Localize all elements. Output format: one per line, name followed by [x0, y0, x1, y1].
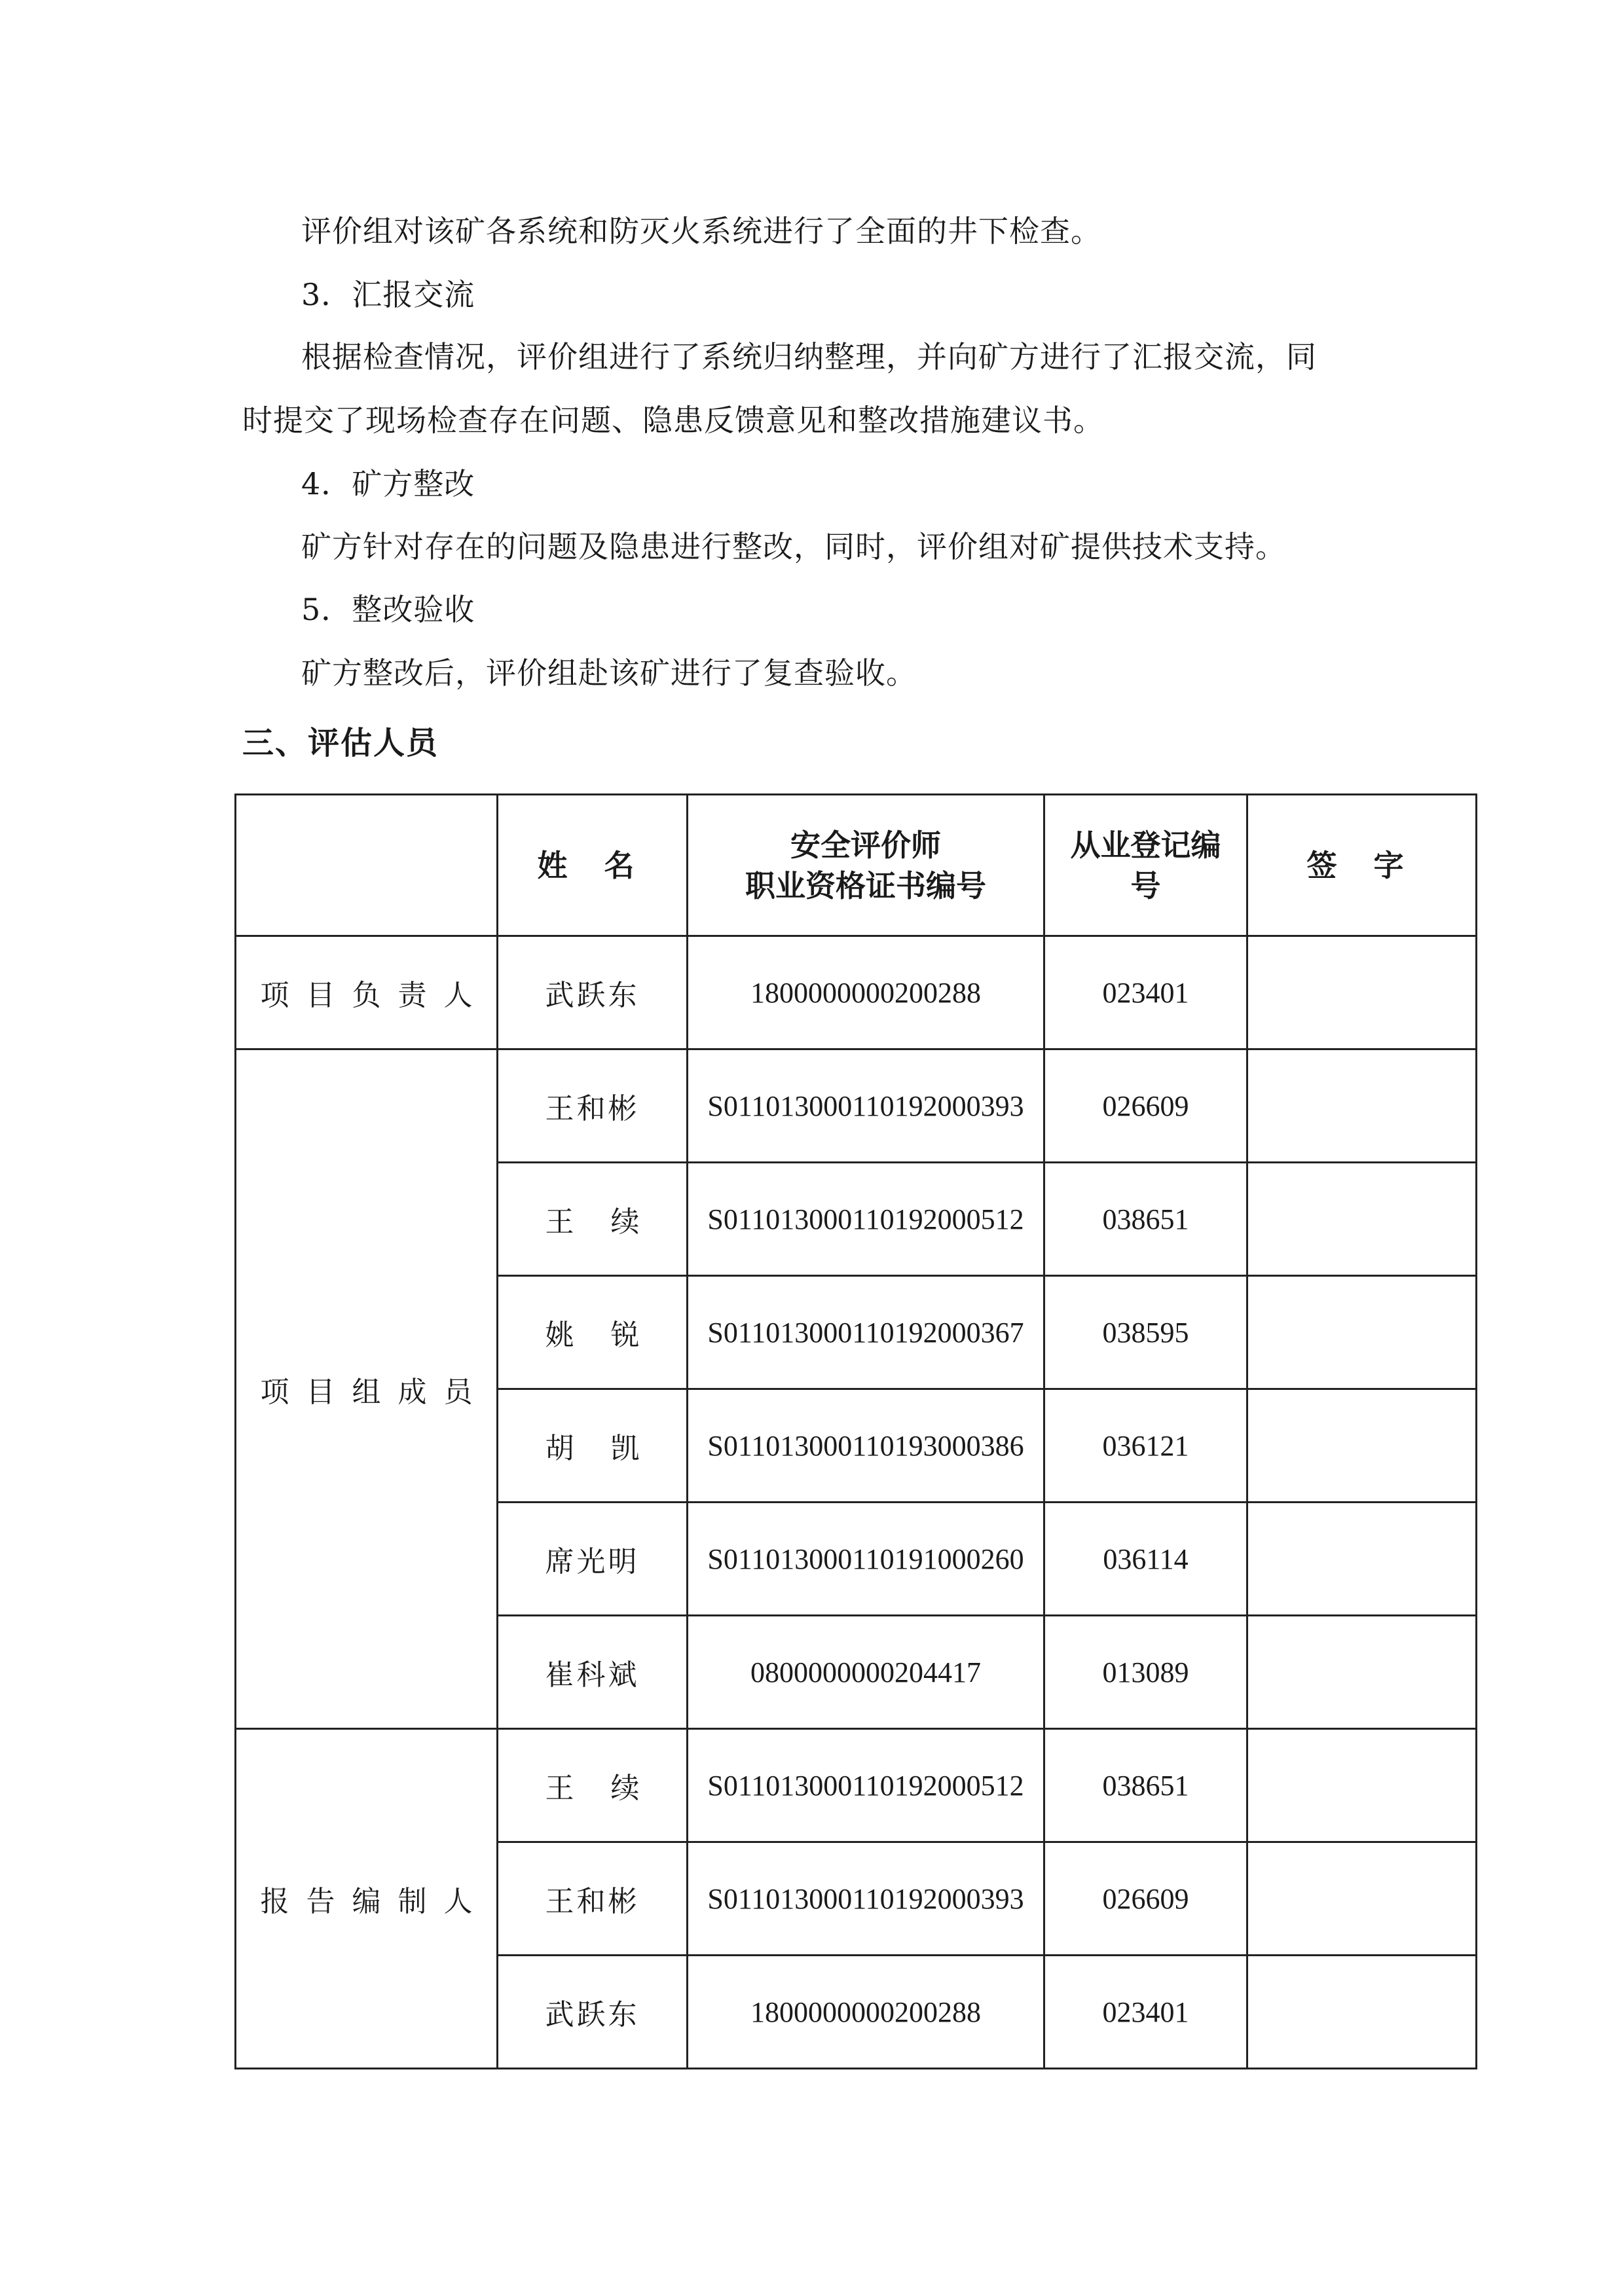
signature-cell: [1247, 1956, 1477, 2069]
name-cell: 王和彬: [498, 1842, 688, 1956]
paragraph: 5．整改验收: [301, 592, 475, 627]
header-name: 姓 名: [498, 795, 688, 936]
registration-number-cell: 023401: [1044, 936, 1247, 1049]
header-cert: [688, 795, 1044, 936]
paragraph: 矿方针对存在的问题及隐患进行整改，同时，评价组对矿提供技术支持。: [301, 529, 1286, 564]
paragraph: 4．矿方整改: [301, 466, 475, 501]
name-cell: 崔科斌: [498, 1616, 688, 1729]
table-row: [236, 1049, 1477, 1163]
role-cell: 报告编制人: [236, 1729, 498, 2069]
cert-number-cell: 1800000000200288: [688, 936, 1044, 1049]
registration-number-cell: 038651: [1044, 1729, 1247, 1842]
header-role: [236, 795, 498, 936]
cert-number-cell: S011013000110192000393: [688, 1842, 1044, 1956]
signature-cell: [1247, 1616, 1477, 1729]
cert-number-cell: 0800000000204417: [688, 1616, 1044, 1729]
cert-number-cell: S011013000110191000260: [688, 1503, 1044, 1616]
registration-number-cell: 026609: [1044, 1842, 1247, 1956]
table-row: [236, 1729, 1477, 1842]
registration-number-cell: 023401: [1044, 1956, 1247, 2069]
paragraph: 评价组对该矿各系统和防灭火系统进行了全面的井下检查。: [301, 213, 1101, 249]
name-cell: 席光明: [498, 1503, 688, 1616]
registration-number-cell: 038595: [1044, 1276, 1247, 1389]
signature-cell: [1247, 1503, 1477, 1616]
header-registration-line1: 从业登记编: [1070, 827, 1221, 863]
paragraph: 矿方整改后，评价组赴该矿进行了复查验收。: [301, 655, 917, 691]
name-cell: 王续: [498, 1163, 688, 1276]
signature-cell: [1247, 1163, 1477, 1276]
header-cert-line1: 安全评价师: [790, 827, 941, 863]
signature-cell: [1247, 1276, 1477, 1389]
role-cell: 项目负责人: [236, 936, 498, 1049]
header-signature: 签 字: [1247, 795, 1477, 936]
signature-cell: [1247, 1729, 1477, 1842]
cert-number-cell: S011013000110192000367: [688, 1276, 1044, 1389]
paragraph: 时提交了现场检查存在问题、隐患反馈意见和整改措施建议书。: [242, 403, 1104, 438]
registration-number-cell: 013089: [1044, 1616, 1247, 1729]
name-cell: 姚锐: [498, 1276, 688, 1389]
cert-number-cell: S011013000110192000512: [688, 1729, 1044, 1842]
table-row: [236, 936, 1477, 1049]
registration-number-cell: 038651: [1044, 1163, 1247, 1276]
name-cell: 王和彬: [498, 1049, 688, 1163]
registration-number-cell: 036121: [1044, 1389, 1247, 1503]
name-cell: 王续: [498, 1729, 688, 1842]
header-cert-line2: 职业资格证书编号: [745, 867, 986, 903]
role-cell: 项目组成员: [236, 1049, 498, 1729]
name-cell: 武跃东: [498, 936, 688, 1049]
name-cell: 胡凯: [498, 1389, 688, 1503]
table-header-row: [236, 795, 1477, 936]
signature-cell: [1247, 936, 1477, 1049]
cert-number-cell: S011013000110193000386: [688, 1389, 1044, 1503]
paragraph: 根据检查情况，评价组进行了系统归纳整理，并向矿方进行了汇报交流，同: [301, 339, 1317, 374]
header-registration: [1044, 795, 1247, 936]
section-heading: 三、评估人员: [242, 725, 439, 761]
name-cell: 武跃东: [498, 1956, 688, 2069]
personnel-table: [234, 793, 1477, 2069]
cert-number-cell: 1800000000200288: [688, 1956, 1044, 2069]
registration-number-cell: 026609: [1044, 1049, 1247, 1163]
signature-cell: [1247, 1389, 1477, 1503]
signature-cell: [1247, 1842, 1477, 1956]
registration-number-cell: 036114: [1044, 1503, 1247, 1616]
cert-number-cell: S011013000110192000393: [688, 1049, 1044, 1163]
paragraph: 3．汇报交流: [301, 277, 475, 312]
header-registration-line2: 号: [1130, 867, 1161, 903]
cert-number-cell: S011013000110192000512: [688, 1163, 1044, 1276]
signature-cell: [1247, 1049, 1477, 1163]
